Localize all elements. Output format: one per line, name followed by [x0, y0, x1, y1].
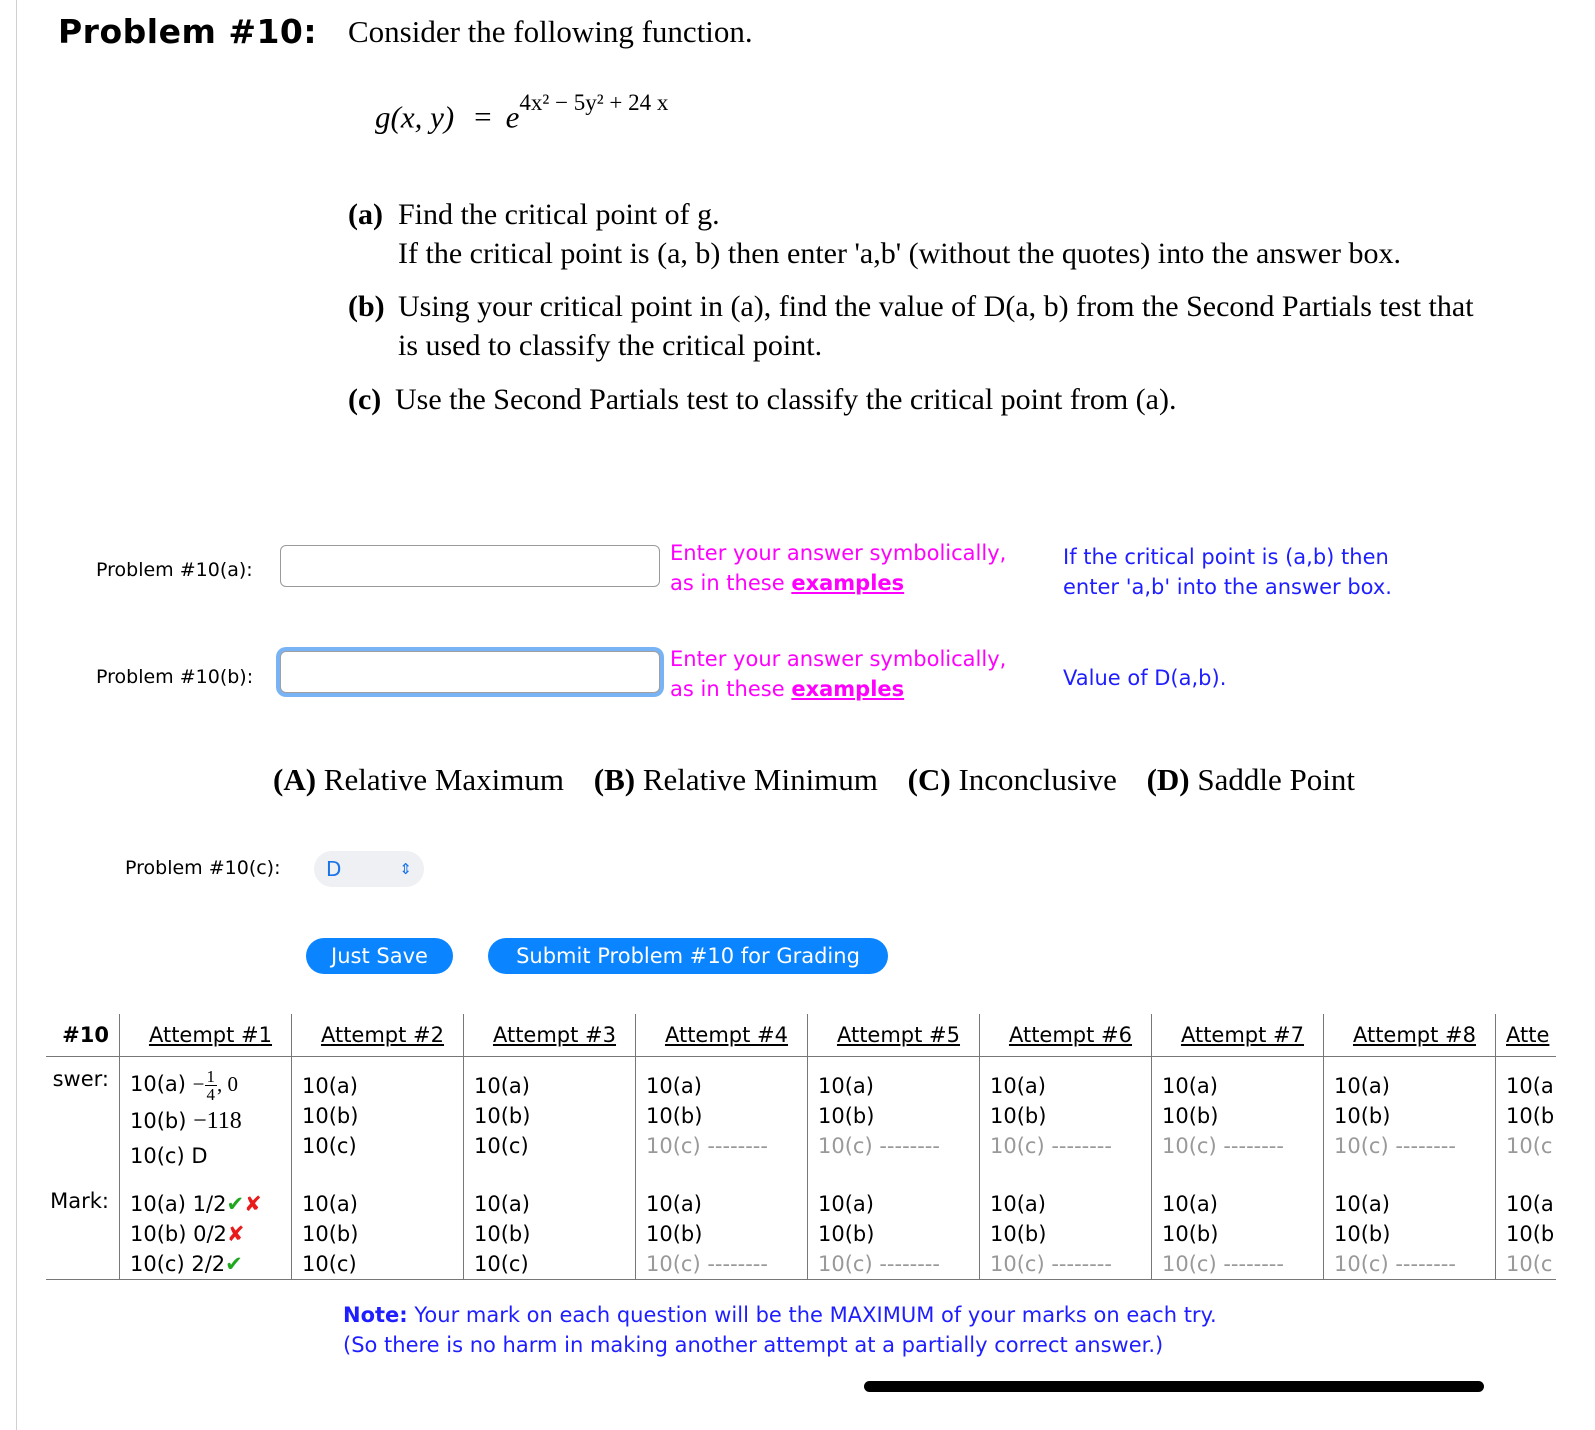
part-c-line1: Use the Second Partials test to classify the critical point from (a). [395, 383, 1177, 416]
part-b-text [348, 287, 1474, 362]
choice-c: (C) Inconclusive [907, 762, 1117, 797]
attempt-5-header[interactable]: Attempt #5 [808, 1014, 980, 1057]
attempt-4-header[interactable]: Attempt #4 [636, 1014, 808, 1057]
attempt-2-header[interactable]: Attempt #2 [292, 1014, 464, 1057]
attempt-5-marks: 10(a) 10(b) 10(c) -------- [808, 1185, 980, 1280]
part-b-line2: is used to classify the critical point. [398, 329, 823, 362]
just-save-button[interactable]: Just Save [306, 938, 453, 974]
choice-d: (D) Saddle Point [1146, 762, 1355, 797]
note-line2: (So there is no harm in making another attempt at a partially correct answer.) [343, 1333, 1164, 1357]
mark-row-label: Mark: [46, 1185, 120, 1280]
note-line1: Your mark on each question will be the MAXIMUM of your marks on each try. [414, 1303, 1217, 1327]
attempt-3-header[interactable]: Attempt #3 [464, 1014, 636, 1057]
attempt-9-marks: 10(a 10(b 10(c [1496, 1185, 1557, 1280]
part-a-text [348, 195, 1402, 270]
attempt-7-marks: 10(a) 10(b) 10(c) -------- [1152, 1185, 1324, 1280]
part-c-label: (c) [348, 383, 382, 416]
part-b-label: (b) [348, 290, 385, 323]
attempt-1-answer-b: 10(b) −118 [130, 1108, 242, 1134]
horizontal-scrollbar[interactable] [864, 1381, 1484, 1392]
attempt-1-answers [120, 1057, 292, 1186]
answer-a-instruction-line1: If the critical point is (a,b) then [1063, 545, 1389, 569]
attempt-5-answers: 10(a) 10(b) 10(c) -------- [808, 1057, 980, 1186]
attempt-4-marks: 10(a) 10(b) 10(c) -------- [636, 1185, 808, 1280]
answer-b-hint-line2: as in these [670, 677, 785, 701]
attempt-6-answers: 10(a) 10(b) 10(c) -------- [980, 1057, 1152, 1186]
choice-b: (B) Relative Minimum [593, 762, 878, 797]
choice-a: (A) Relative Maximum [273, 762, 565, 797]
answer-row-label: swer: [52, 1067, 109, 1091]
classification-choices [273, 762, 1377, 798]
attempt-9-answers: 10(a 10(b 10(c [1496, 1057, 1557, 1186]
attempt-1-mark-a: 10(a) 1/2✔✘ [130, 1192, 262, 1216]
part-a-line1: Find the critical point of g. [398, 198, 720, 231]
answer-c-label: Problem #10(c): [125, 857, 281, 879]
check-icon: ✔ [226, 1192, 245, 1216]
problem-number-header: #10 [46, 1014, 120, 1057]
part-b-line1: Using your critical point in (a), find the value of D(a, b) from the Second Partials test that [398, 290, 1474, 323]
formula-lhs: g(x, y) [375, 99, 455, 135]
note-label: Note: [343, 1303, 408, 1327]
answer-b-input[interactable] [280, 651, 660, 693]
part-a-line2: If the critical point is (a, b) then enter 'a,b' (without the quotes) into the answer box. [398, 237, 1402, 270]
attempt-3-answers: 10(a) 10(b) 10(c) [464, 1057, 636, 1186]
answer-a-examples-link[interactable]: examples [791, 571, 905, 595]
answer-c-select[interactable] [314, 851, 424, 887]
attempt-7-answers: 10(a) 10(b) 10(c) -------- [1152, 1057, 1324, 1186]
attempt-1-mark-b: 10(b) 0/2✘ [130, 1222, 245, 1246]
check-icon: ✔ [225, 1252, 243, 1276]
attempt-3-marks: 10(a) 10(b) 10(c) [464, 1185, 636, 1280]
attempts-header-row [46, 1014, 1556, 1057]
attempt-9-header[interactable]: Atte [1496, 1014, 1557, 1057]
attempt-8-answers: 10(a) 10(b) 10(c) -------- [1324, 1057, 1496, 1186]
attempt-7-header[interactable]: Attempt #7 [1152, 1014, 1324, 1057]
attempt-6-marks: 10(a) 10(b) 10(c) -------- [980, 1185, 1152, 1280]
answer-a-hint-line2: as in these [670, 571, 785, 595]
part-a-label: (a) [348, 198, 383, 231]
answer-b-instruction: Value of D(a,b). [1063, 666, 1227, 690]
cross-icon: ✘ [226, 1222, 245, 1246]
problem-description: Consider the following function. [348, 14, 753, 49]
formula-exponent: 4x² − 5y² + 24 x [519, 90, 669, 115]
formula-base: e [505, 99, 520, 135]
attempt-1-answer-c: 10(c) D [130, 1144, 208, 1168]
attempt-4-answers: 10(a) 10(b) 10(c) -------- [636, 1057, 808, 1186]
problem-title: Problem #10: [58, 12, 318, 51]
submit-grading-button[interactable]: Submit Problem #10 for Grading [488, 938, 888, 974]
cross-icon: ✘ [244, 1192, 262, 1216]
attempt-1-marks [120, 1185, 292, 1280]
attempt-1-answer-a: 10(a) − $\frac{1}{4}$ , 0 [130, 1066, 239, 1104]
attempt-2-answers: 10(a) 10(b) 10(c) [292, 1057, 464, 1186]
answer-b-hint-line1: Enter your answer symbolically, [670, 647, 1007, 671]
attempt-6-header[interactable]: Attempt #6 [980, 1014, 1152, 1057]
attempts-table [46, 1014, 1556, 1280]
marks-row [46, 1185, 1556, 1280]
chevron-updown-icon: ⇕ [399, 860, 412, 878]
attempt-8-header[interactable]: Attempt #8 [1324, 1014, 1496, 1057]
answer-b-label: Problem #10(b): [96, 666, 254, 688]
part-c-text [348, 380, 1177, 419]
function-formula [375, 90, 669, 135]
answer-a-hint [670, 538, 1006, 598]
answer-a-input[interactable] [280, 545, 660, 587]
attempt-2-marks: 10(a) 10(b) 10(c) [292, 1185, 464, 1280]
answer-a-hint-line1: Enter your answer symbolically, [670, 541, 1007, 565]
answer-b-examples-link[interactable]: examples [791, 677, 905, 701]
answer-b-hint [670, 644, 1006, 704]
attempt-1-header[interactable]: Attempt #1 [120, 1014, 292, 1057]
answer-c-selected-value: D [326, 857, 342, 881]
attempt-8-marks: 10(a) 10(b) 10(c) -------- [1324, 1185, 1496, 1280]
answer-a-instruction [1063, 542, 1392, 602]
grading-note [343, 1300, 1217, 1360]
left-border [16, 0, 17, 1430]
answers-row [46, 1057, 1556, 1186]
answer-a-instruction-line2: enter 'a,b' into the answer box. [1063, 575, 1392, 599]
answer-a-label: Problem #10(a): [96, 559, 253, 581]
attempt-1-mark-c: 10(c) 2/2✔ [130, 1252, 243, 1276]
formula-equals: = [474, 99, 492, 135]
